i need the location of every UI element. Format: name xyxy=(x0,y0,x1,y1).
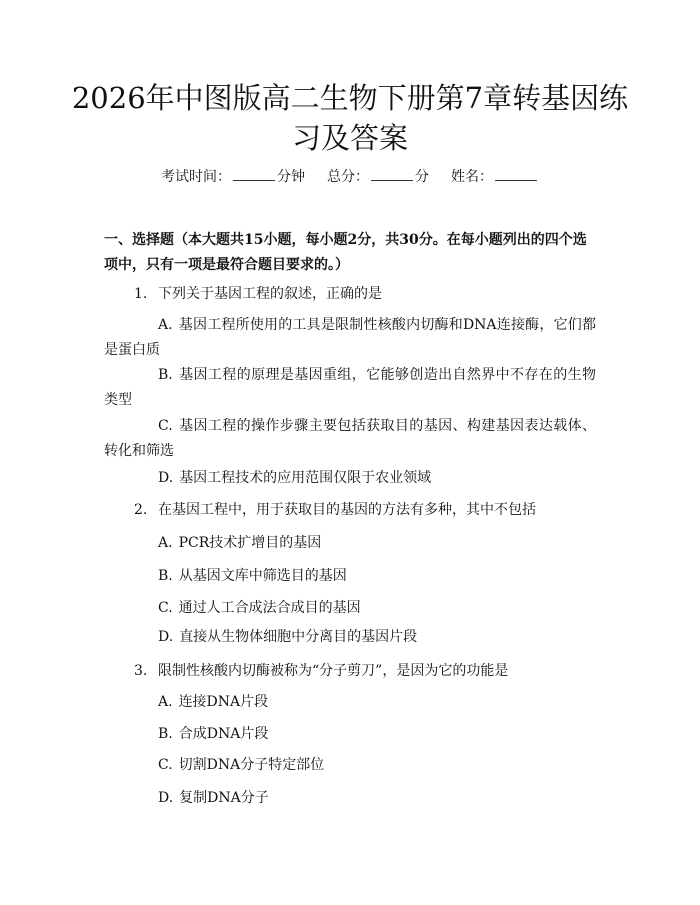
question-stem xyxy=(104,659,600,684)
option-letter: A. xyxy=(158,317,173,333)
option-letter: C. xyxy=(158,757,173,773)
option-text: 复制DNA分子 xyxy=(179,790,269,806)
total-score-blank xyxy=(371,166,413,181)
option-text: 直接从生物体细胞中分离目的基因片段 xyxy=(179,629,418,645)
section-heading: 一、选择题（本大题共15小题，每小题2分，共30分。在每小题列出的四个选项中，只有一项是最符合题目要求的。） xyxy=(104,232,587,273)
option-letter: B. xyxy=(158,726,173,742)
option-item xyxy=(104,313,596,363)
option-letter: B. xyxy=(158,367,173,383)
option-text: 从基因文库中筛选目的基因 xyxy=(178,568,347,584)
option-item xyxy=(104,786,596,811)
exam-time-unit: 分钟 xyxy=(277,169,305,185)
question-text: 在基因工程中，用于获取目的基因的方法有多种，其中不包括 xyxy=(158,502,536,518)
option-text: 合成DNA片段 xyxy=(178,726,269,742)
option-letter: D. xyxy=(158,629,174,645)
name-label: 姓名： xyxy=(451,169,493,185)
option-text: 基因工程所使用的工具是限制性核酸内切酶和DNA连接酶，它们都是蛋白质 xyxy=(104,317,596,358)
option-text: PCR技术扩增目的基因 xyxy=(178,535,322,551)
option-letter: A. xyxy=(158,535,173,551)
option-letter: C. xyxy=(158,600,173,616)
option-text: 基因工程的原理是基因重组，它能够创造出自然界中不存在的生物类型 xyxy=(104,367,596,408)
exam-time-blank xyxy=(233,166,275,181)
document-title: 2026年中图版高二生物下册第7章转基因练习及答案 xyxy=(71,81,629,155)
option-letter: A. xyxy=(158,694,173,710)
name-blank xyxy=(495,166,537,181)
exam-time-label: 考试时间： xyxy=(161,169,231,185)
option-text: 切割DNA分子特定部位 xyxy=(178,757,325,773)
option-item xyxy=(104,564,596,589)
option-letter: B. xyxy=(158,568,173,584)
question-text: 限制性核酸内切酶被称为“分子剪刀”，是因为它的功能是 xyxy=(158,663,509,679)
question-number: 3. xyxy=(134,663,148,679)
question-number: 2. xyxy=(134,502,148,518)
option-text: 连接DNA片段 xyxy=(178,694,269,710)
option-text: 基因工程技术的应用范围仅限于农业领域 xyxy=(179,470,432,486)
option-item xyxy=(104,690,596,715)
option-text: 基因工程的操作步骤主要包括获取目的基因、构建基因表达载体、转化和筛选 xyxy=(104,418,596,459)
question-stem xyxy=(104,282,600,307)
option-item xyxy=(104,363,596,413)
option-item xyxy=(104,531,596,556)
option-item xyxy=(104,414,596,464)
option-item xyxy=(104,466,596,491)
option-letter: D. xyxy=(158,470,174,486)
total-score-unit: 分 xyxy=(415,169,429,185)
question-text: 下列关于基因工程的叙述，正确的是 xyxy=(158,286,382,302)
option-text: 通过人工合成法合成目的基因 xyxy=(178,600,361,616)
total-score-label: 总分： xyxy=(327,169,369,185)
exam-info-line xyxy=(0,166,700,188)
option-letter: D. xyxy=(158,790,174,806)
question-number: 1. xyxy=(134,286,148,302)
option-item xyxy=(104,722,596,747)
option-letter: C. xyxy=(158,418,173,434)
option-item xyxy=(104,753,596,778)
option-item xyxy=(104,625,596,650)
option-item xyxy=(104,596,596,621)
question-stem xyxy=(104,498,600,523)
